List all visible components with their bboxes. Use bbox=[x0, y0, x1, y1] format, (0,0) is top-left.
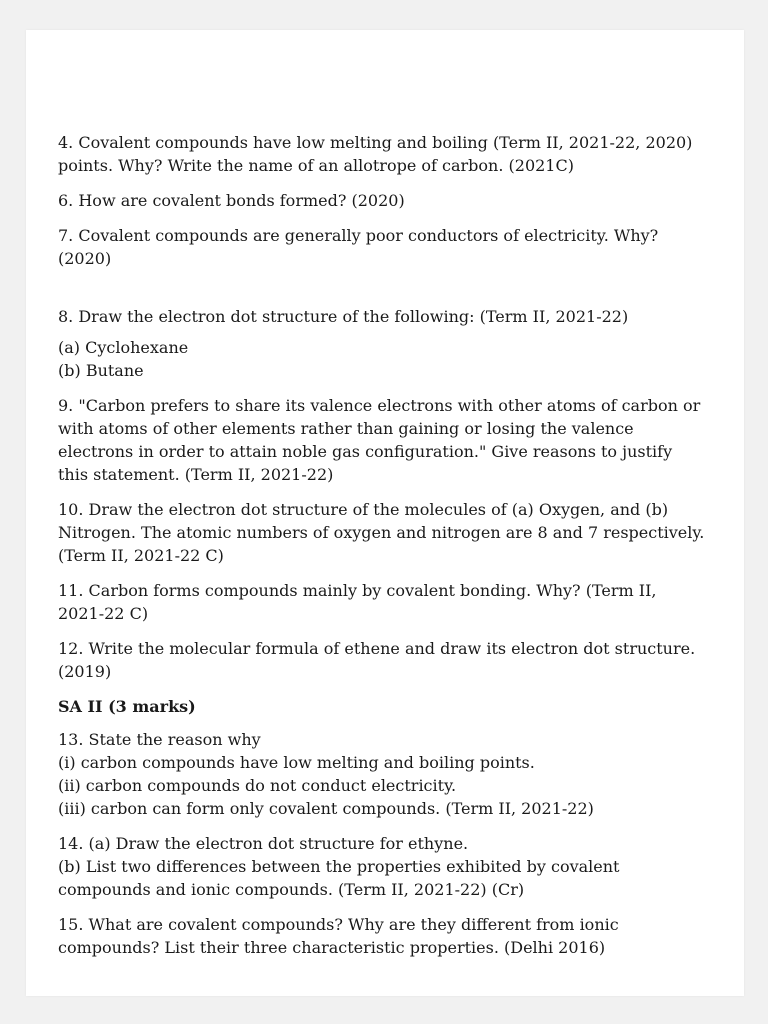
question-4: 4. Covalent compounds have low melting and boiling (Term II, 2021-22, 2020) points. Why? Write the name of an allotrope of carbon. (2021C) bbox=[58, 133, 693, 175]
question-12: 12. Write the molecular formula of ethene and draw its electron dot structure. (2019) bbox=[58, 639, 696, 681]
question-7: 7. Covalent compounds are generally poor conductors of electricity. Why? (2020) bbox=[58, 226, 659, 268]
document-page bbox=[26, 30, 744, 996]
question-14: 14. (a) Draw the electron dot structure for ethyne. (b) List two differences between the properties exhibited by covalent compounds and ionic compounds. (Term II, 2021-22) (Cr) bbox=[58, 834, 620, 899]
question-10: 10. Draw the electron dot structure of the molecules of (a) Oxygen, and (b) Nitrogen. The atomic numbers of oxygen and nitrogen are 8 and 7 respectively. (Term II, 2021-22 C) bbox=[58, 500, 705, 565]
question-list bbox=[58, 131, 728, 971]
question-6: 6. How are covalent bonds formed? (2020) bbox=[58, 191, 405, 210]
question-9: 9. "Carbon prefers to share its valence electrons with other atoms of carbon or with atoms of other elements rather than gaining or losing the valence electrons in order to attain noble gas configuration." Give reasons to justify this statement. (Term II, 2021-22) bbox=[58, 396, 701, 484]
question-13: 13. State the reason why (i) carbon compounds have low melting and boiling points. (ii) carbon compounds do not conduct electricity. (iii) carbon can form only covalent compounds. (Term II, 2021-22) bbox=[58, 730, 594, 818]
section-heading: SA II (3 marks) bbox=[58, 697, 196, 716]
question-15: 15. What are covalent compounds? Why are they different from ionic compounds? List their three characteristic properties. (Delhi 2016) bbox=[58, 915, 619, 957]
question-11: 11. Carbon forms compounds mainly by covalent bonding. Why? (Term II, 2021-22 C) bbox=[58, 581, 657, 623]
question-8: 8. Draw the electron dot structure of the following: (Term II, 2021-22) bbox=[58, 307, 629, 326]
question-8-parts: (a) Cyclohexane (b) Butane bbox=[58, 338, 189, 380]
